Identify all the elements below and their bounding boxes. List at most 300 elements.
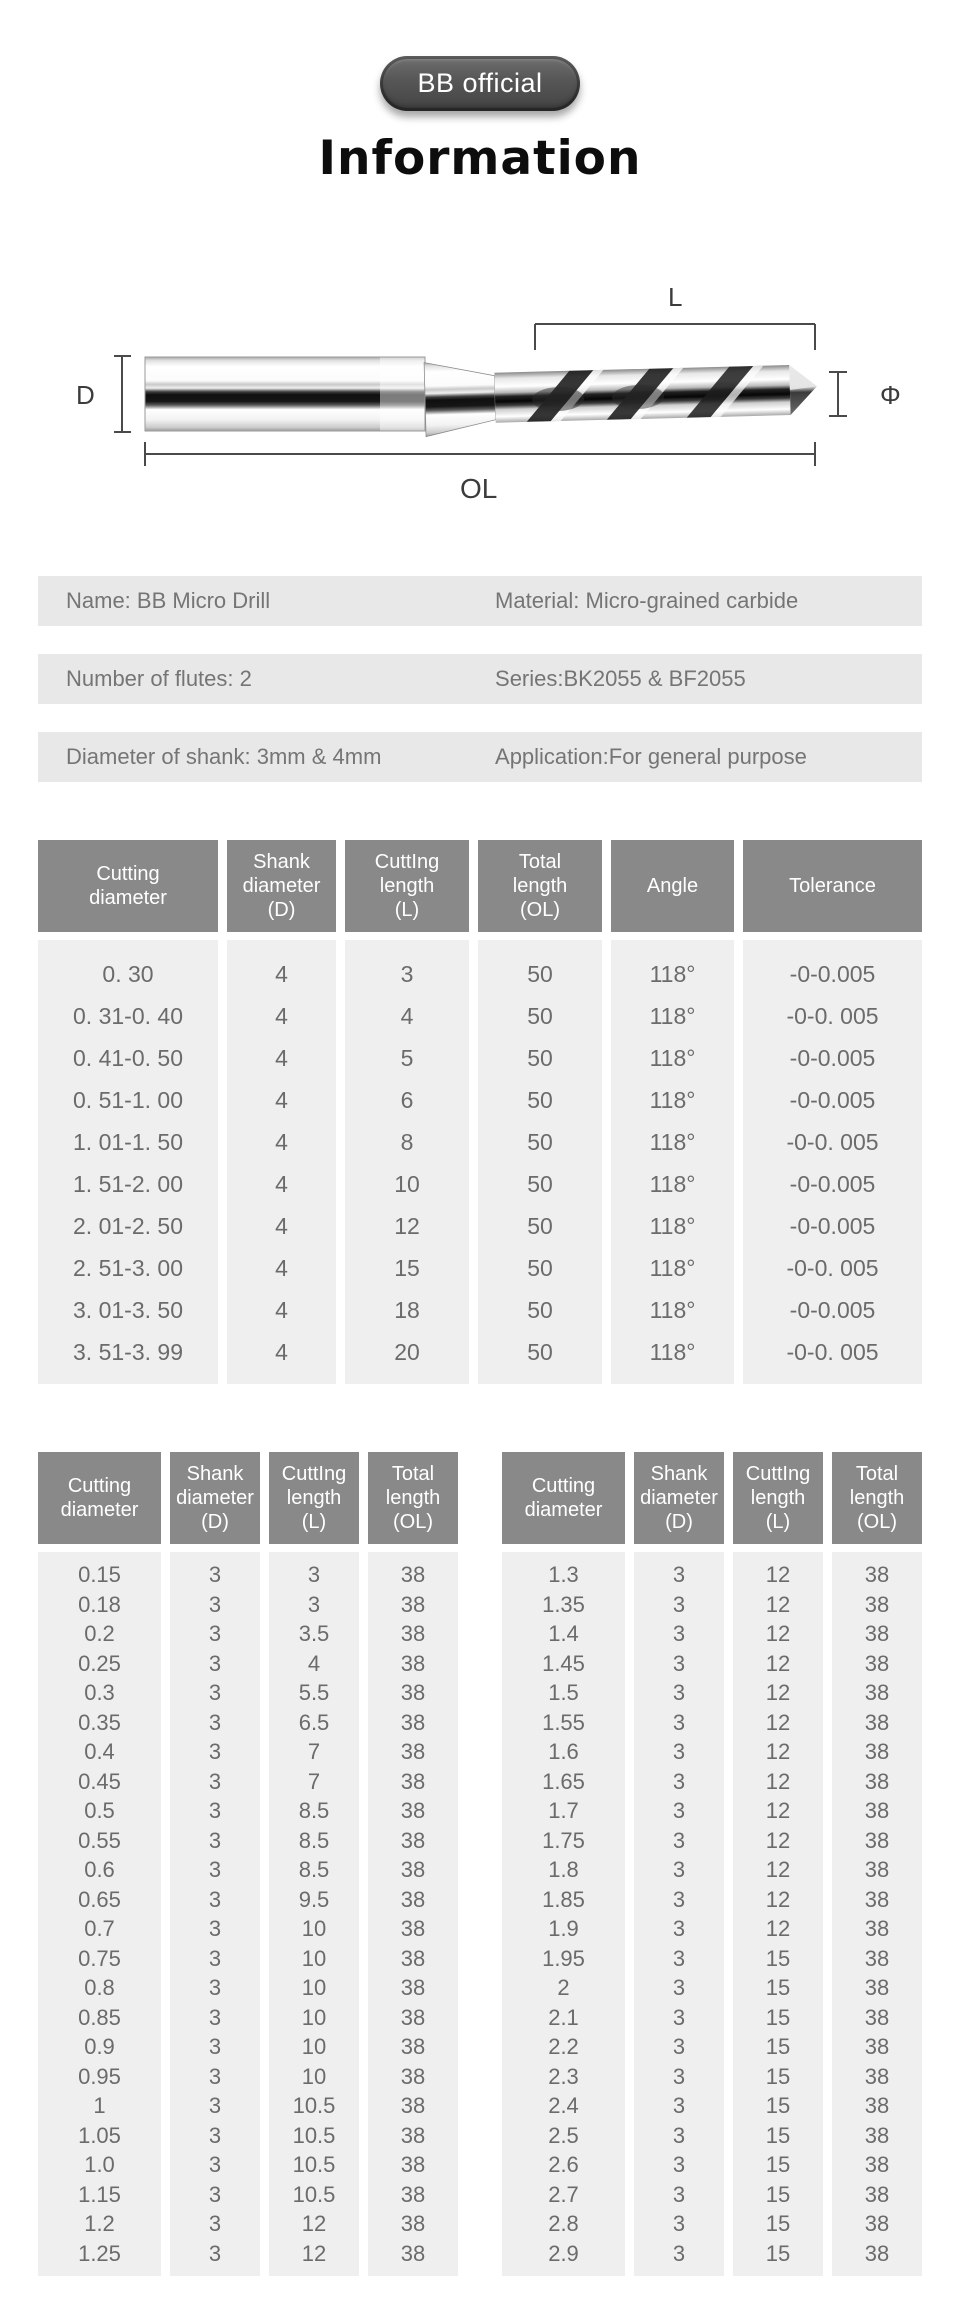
table-cell: 38 bbox=[864, 1562, 890, 1587]
table-cell: 38 bbox=[400, 2240, 426, 2266]
table-cell: 1.4 bbox=[548, 1621, 579, 1646]
dimension-label-phi: Φ bbox=[880, 380, 901, 410]
table-cell: 3 bbox=[208, 2181, 222, 2207]
table-cell: 3 bbox=[208, 2004, 222, 2030]
table-cell: 8.5 bbox=[298, 1857, 330, 1882]
table-column bbox=[634, 1452, 724, 2276]
table-cell: 12 bbox=[765, 1827, 791, 1853]
table-cell: 1.3 bbox=[548, 1562, 579, 1587]
column-body bbox=[227, 940, 336, 1384]
table-cell: 3 bbox=[672, 1591, 686, 1617]
table-cell: 4 bbox=[307, 1650, 321, 1676]
table-cell: 38 bbox=[864, 2122, 890, 2148]
info-shank-diameter: Diameter of shank: 3mm & 4mm bbox=[66, 744, 382, 769]
brand-badge: BB official bbox=[380, 56, 580, 111]
column-header: Cutting diameter bbox=[38, 1452, 161, 1544]
spec-table bbox=[38, 840, 922, 1384]
table-cell: 38 bbox=[400, 1827, 426, 1853]
table-cell: 4 bbox=[275, 1129, 288, 1155]
info-material: Material: Micro-grained carbide bbox=[495, 588, 799, 613]
table-cell: -0-0. 005 bbox=[786, 1255, 879, 1281]
table-cell: 3 bbox=[672, 1709, 686, 1735]
column-body bbox=[634, 1552, 724, 2276]
drill-diagram-svg bbox=[38, 264, 922, 514]
table-cell: 1.6 bbox=[548, 1739, 579, 1764]
table-cell: 38 bbox=[400, 1650, 426, 1676]
table-cell: 38 bbox=[864, 1621, 890, 1646]
table-cell: 3 bbox=[208, 1739, 222, 1764]
dimension-phi bbox=[829, 372, 847, 416]
table-cell: 9.5 bbox=[298, 1886, 330, 1912]
table-column bbox=[743, 840, 922, 1384]
table-cell: 12 bbox=[765, 1857, 791, 1882]
table-cell: 50 bbox=[527, 1045, 553, 1071]
column-header: Shank diameter (D) bbox=[170, 1452, 260, 1544]
table-column bbox=[733, 1452, 823, 2276]
table-cell: 38 bbox=[864, 2004, 890, 2030]
table-cell: 15 bbox=[765, 2181, 791, 2207]
table-cell: 3 bbox=[672, 1680, 686, 1705]
dimension-label-ol: OL bbox=[460, 473, 498, 504]
table-cell: 38 bbox=[400, 2034, 426, 2059]
table-cell: 2.6 bbox=[548, 2152, 579, 2177]
table-cell: 38 bbox=[864, 2240, 890, 2266]
table-cell: 38 bbox=[400, 2181, 426, 2207]
column-header: Total length (OL) bbox=[368, 1452, 458, 1544]
column-body bbox=[269, 1552, 359, 2276]
table-cell: 3 bbox=[208, 2240, 222, 2266]
table-cell: 50 bbox=[527, 1003, 553, 1029]
table-cell: 8.5 bbox=[298, 1827, 330, 1853]
table-cell: 12 bbox=[765, 1621, 791, 1646]
table-column bbox=[38, 1452, 161, 2276]
table-cell: 1.05 bbox=[78, 2122, 121, 2148]
column-body bbox=[38, 940, 218, 1384]
table-column bbox=[227, 840, 336, 1384]
table-cell: 50 bbox=[527, 1297, 553, 1323]
table-cell: 3 bbox=[208, 2063, 222, 2089]
table-cell: 1.0 bbox=[84, 2152, 115, 2177]
table-cell: 3 bbox=[672, 1562, 686, 1587]
table-cell: 3 bbox=[208, 2152, 222, 2177]
drill-shank bbox=[145, 357, 425, 431]
table-cell: 38 bbox=[864, 1591, 890, 1617]
table-cell: 3 bbox=[672, 2211, 686, 2236]
table-cell: 2.2 bbox=[548, 2034, 579, 2059]
table-cell: 118° bbox=[649, 961, 696, 987]
table-cell: 38 bbox=[400, 2004, 426, 2030]
table-cell: 3 bbox=[208, 1827, 222, 1853]
table-column bbox=[611, 840, 734, 1384]
table-cell: 0. 51-1. 00 bbox=[73, 1087, 183, 1113]
table-cell: 38 bbox=[864, 1709, 890, 1735]
table-cell: 2.4 bbox=[548, 2093, 579, 2118]
table-cell: 3 bbox=[208, 1945, 222, 1971]
table-cell: 0.15 bbox=[78, 1562, 121, 1587]
table-cell: 3 bbox=[672, 2004, 686, 2030]
table-cell: 12 bbox=[765, 1768, 791, 1794]
table-cell: 0.5 bbox=[84, 1798, 115, 1823]
table-column bbox=[478, 840, 602, 1384]
column-header: Total length (OL) bbox=[478, 840, 602, 932]
table-cell: 38 bbox=[400, 1975, 426, 2000]
table-cell: -0-0. 005 bbox=[786, 1339, 879, 1365]
table-cell: 3 bbox=[672, 2152, 686, 2177]
table-cell: 2.8 bbox=[548, 2211, 579, 2236]
table-cell: 38 bbox=[864, 2152, 890, 2177]
table-cell: 38 bbox=[864, 2181, 890, 2207]
table-cell: 5.5 bbox=[298, 1680, 330, 1705]
table-cell: 10 bbox=[301, 2034, 327, 2059]
table-cell: 7 bbox=[307, 1768, 321, 1794]
table-cell: 0.95 bbox=[78, 2063, 121, 2089]
table-cell: 0.3 bbox=[84, 1680, 115, 1705]
table-cell: 50 bbox=[527, 1213, 553, 1239]
table-cell: 3 bbox=[208, 1975, 222, 2000]
table-cell: 3 bbox=[400, 961, 414, 987]
table-cell: 3 bbox=[208, 1857, 222, 1882]
table-cell: 3 bbox=[672, 2063, 686, 2089]
table-cell: 38 bbox=[400, 2122, 426, 2148]
table-cell: 8.5 bbox=[298, 1798, 330, 1823]
column-body bbox=[368, 1552, 458, 2276]
column-header: CuttIng length (L) bbox=[733, 1452, 823, 1544]
table-cell: 38 bbox=[400, 1562, 426, 1587]
info-row-flutes-series bbox=[38, 654, 922, 704]
table-cell: 3 bbox=[672, 1857, 686, 1882]
table-cell: 4 bbox=[275, 1045, 288, 1071]
column-body bbox=[743, 940, 922, 1384]
page-title: Information bbox=[318, 131, 642, 186]
table-cell: 12 bbox=[765, 1886, 791, 1912]
table-cell: 1.55 bbox=[542, 1709, 585, 1735]
table-cell: 3.5 bbox=[298, 1621, 330, 1646]
table-cell: 38 bbox=[864, 2063, 890, 2089]
table-cell: 0. 31-0. 40 bbox=[73, 1003, 183, 1029]
info-row-name-material bbox=[38, 576, 922, 626]
table-cell: 4 bbox=[275, 1087, 288, 1113]
table-cell: 3 bbox=[672, 2034, 686, 2059]
drill-diagram bbox=[38, 264, 922, 514]
column-header: Shank diameter (D) bbox=[634, 1452, 724, 1544]
table-cell: 50 bbox=[527, 1129, 553, 1155]
table-cell: 38 bbox=[864, 1680, 890, 1705]
column-header: Cutting diameter bbox=[502, 1452, 625, 1544]
table-cell: 118° bbox=[649, 1297, 696, 1323]
table-cell: 3 bbox=[672, 1798, 686, 1823]
table-cell: 118° bbox=[649, 1045, 696, 1071]
table-cell: 2. 01-2. 50 bbox=[73, 1213, 183, 1239]
table-cell: 0. 41-0. 50 bbox=[73, 1045, 183, 1071]
table-cell: 4 bbox=[275, 961, 288, 987]
table-cell: 38 bbox=[864, 1975, 890, 2000]
table-cell: 38 bbox=[400, 1916, 426, 1941]
table-cell: -0-0.005 bbox=[789, 1045, 876, 1071]
table-cell: 15 bbox=[394, 1255, 420, 1281]
table-cell: 15 bbox=[765, 1975, 791, 2000]
table-cell: 1.15 bbox=[78, 2181, 121, 2207]
table-cell: 1.7 bbox=[548, 1798, 579, 1823]
table-cell: 15 bbox=[765, 2211, 791, 2236]
table-cell: 50 bbox=[527, 1087, 553, 1113]
table-cell: 118° bbox=[649, 1087, 696, 1113]
table-cell: 3 bbox=[672, 2240, 686, 2266]
table-cell: 38 bbox=[864, 1739, 890, 1764]
table-cell: 38 bbox=[400, 1709, 426, 1735]
table-cell: 50 bbox=[527, 961, 553, 987]
table-cell: 4 bbox=[275, 1171, 288, 1197]
table-column bbox=[502, 1452, 625, 2276]
table-cell: 1.25 bbox=[78, 2240, 121, 2266]
drill-flutes bbox=[424, 352, 818, 436]
table-cell: 15 bbox=[765, 2063, 791, 2089]
table-cell: 3 bbox=[672, 1739, 686, 1764]
table-cell: 0.75 bbox=[78, 1945, 121, 1971]
table-cell: 2.9 bbox=[548, 2240, 579, 2266]
table-cell: 3 bbox=[208, 2034, 222, 2059]
table-cell: 6.5 bbox=[298, 1709, 330, 1735]
table-cell: -0-0.005 bbox=[789, 1213, 876, 1239]
table-cell: 3 bbox=[208, 1798, 222, 1823]
table-column bbox=[269, 1452, 359, 2276]
table-cell: 38 bbox=[400, 1886, 426, 1912]
table-cell: 3 bbox=[672, 2181, 686, 2207]
size-tables bbox=[38, 1452, 922, 2276]
table-cell: 15 bbox=[765, 2093, 791, 2118]
table-cell: 12 bbox=[394, 1213, 420, 1239]
table-cell: 0.2 bbox=[84, 1621, 115, 1646]
table-cell: 12 bbox=[301, 2211, 327, 2236]
table-cell: 2.1 bbox=[548, 2004, 579, 2030]
table-cell: 10.5 bbox=[292, 2122, 336, 2148]
table-cell: 38 bbox=[864, 1798, 890, 1823]
table-cell: 0.6 bbox=[84, 1857, 115, 1882]
table-cell: 3 bbox=[672, 1945, 686, 1971]
table-cell: -0-0.005 bbox=[789, 961, 876, 987]
table-cell: 3 bbox=[208, 2093, 222, 2118]
table-cell: 3. 01-3. 50 bbox=[73, 1297, 183, 1323]
table-cell: 3 bbox=[208, 2122, 222, 2148]
table-cell: 12 bbox=[765, 1591, 791, 1617]
table-cell: 8 bbox=[400, 1129, 414, 1155]
dimension-d bbox=[114, 356, 131, 432]
table-cell: 10 bbox=[301, 1975, 327, 2000]
table-cell: 2.3 bbox=[548, 2063, 579, 2089]
table-cell: 1. 51-2. 00 bbox=[73, 1171, 183, 1197]
table-cell: 10 bbox=[301, 2004, 327, 2030]
table-cell: 5 bbox=[400, 1045, 414, 1071]
info-section bbox=[38, 576, 922, 782]
column-body bbox=[170, 1552, 260, 2276]
table-cell: 10.5 bbox=[292, 2152, 336, 2177]
table-cell: 4 bbox=[400, 1003, 414, 1029]
table-cell: 38 bbox=[400, 1591, 426, 1617]
badge-row bbox=[38, 0, 922, 111]
table-cell: 1.85 bbox=[542, 1886, 585, 1912]
column-header: Shank diameter (D) bbox=[227, 840, 336, 932]
table-cell: 1.8 bbox=[548, 1857, 579, 1882]
column-body bbox=[733, 1552, 823, 2276]
table-cell: 1.5 bbox=[548, 1680, 579, 1705]
table-cell: 3 bbox=[307, 1562, 321, 1587]
table-cell: 38 bbox=[864, 1827, 890, 1853]
table-cell: 38 bbox=[864, 2034, 890, 2059]
table-cell: 3 bbox=[672, 1621, 686, 1646]
info-application: Application:For general purpose bbox=[495, 744, 807, 769]
table-cell: 6 bbox=[400, 1087, 414, 1113]
dimension-l bbox=[535, 324, 815, 350]
table-cell: 118° bbox=[649, 1003, 696, 1029]
column-header: Cutting diameter bbox=[38, 840, 218, 932]
table-cell: 3. 51-3. 99 bbox=[73, 1339, 183, 1365]
table-column bbox=[38, 840, 218, 1384]
table-cell: 0. 30 bbox=[102, 961, 154, 987]
table-cell: 4 bbox=[275, 1297, 288, 1323]
table-cell: 0.25 bbox=[78, 1650, 121, 1676]
table-cell: 38 bbox=[400, 1739, 426, 1764]
table-cell: 3 bbox=[672, 1916, 686, 1941]
table-cell: 3 bbox=[672, 1768, 686, 1794]
table-cell: 38 bbox=[864, 1768, 890, 1794]
table-cell: 38 bbox=[864, 1650, 890, 1676]
table-cell: 1.65 bbox=[542, 1768, 585, 1794]
table-cell: 0.65 bbox=[78, 1886, 121, 1912]
column-body bbox=[478, 940, 602, 1384]
table-cell: 3 bbox=[672, 1975, 686, 2000]
size-table-right bbox=[502, 1452, 922, 2276]
table-cell: 1.35 bbox=[542, 1591, 585, 1617]
table-cell: 4 bbox=[275, 1255, 288, 1281]
table-cell: 50 bbox=[527, 1339, 553, 1365]
table-cell: 38 bbox=[864, 2093, 890, 2118]
table-cell: 0.18 bbox=[78, 1591, 121, 1617]
table-cell: 38 bbox=[864, 1857, 890, 1882]
table-cell: 4 bbox=[275, 1003, 288, 1029]
table-cell: 3 bbox=[672, 2122, 686, 2148]
table-column bbox=[170, 1452, 260, 2276]
table-cell: 10 bbox=[301, 2063, 327, 2089]
table-cell: 2. 51-3. 00 bbox=[73, 1255, 183, 1281]
table-cell: 118° bbox=[649, 1171, 696, 1197]
table-cell: 2 bbox=[557, 1975, 570, 2000]
table-cell: 10.5 bbox=[292, 2181, 336, 2207]
table-cell: -0-0.005 bbox=[789, 1297, 876, 1323]
table-cell: 0.35 bbox=[78, 1709, 121, 1735]
table-cell: 1.75 bbox=[542, 1827, 585, 1853]
table-cell: 38 bbox=[400, 1857, 426, 1882]
table-cell: 3 bbox=[208, 1621, 222, 1646]
column-body bbox=[345, 940, 469, 1384]
column-body bbox=[502, 1552, 625, 2276]
table-cell: 15 bbox=[765, 2122, 791, 2148]
table-cell: 38 bbox=[400, 2211, 426, 2236]
table-cell: 7 bbox=[307, 1739, 321, 1764]
column-body bbox=[38, 1552, 161, 2276]
table-cell: -0-0.005 bbox=[789, 1087, 876, 1113]
table-cell: 3 bbox=[208, 1562, 222, 1587]
table-cell: 1.9 bbox=[548, 1916, 579, 1941]
info-row-shank-application bbox=[38, 732, 922, 782]
table-cell: 38 bbox=[864, 2211, 890, 2236]
info-series: Series:BK2055 & BF2055 bbox=[495, 666, 746, 691]
column-header: Angle bbox=[611, 840, 734, 932]
column-header: Tolerance bbox=[743, 840, 922, 932]
table-cell: 20 bbox=[394, 1339, 420, 1365]
table-cell: 38 bbox=[864, 1886, 890, 1912]
table-cell: 38 bbox=[400, 1798, 426, 1823]
column-body bbox=[611, 940, 734, 1384]
table-cell: 0.4 bbox=[84, 1739, 115, 1764]
table-cell: 118° bbox=[649, 1339, 696, 1365]
table-cell: 0.8 bbox=[84, 1975, 115, 2000]
table-cell: 3 bbox=[672, 1650, 686, 1676]
table-cell: 1 bbox=[93, 2093, 106, 2118]
table-cell: 10 bbox=[394, 1171, 420, 1197]
info-flutes: Number of flutes: 2 bbox=[66, 666, 252, 691]
table-cell: 15 bbox=[765, 1945, 791, 1971]
dimension-label-d: D bbox=[76, 380, 95, 410]
table-cell: -0-0. 005 bbox=[786, 1129, 879, 1155]
table-column bbox=[345, 840, 469, 1384]
table-cell: 50 bbox=[527, 1255, 553, 1281]
dimension-ol bbox=[145, 442, 815, 466]
table-cell: 10 bbox=[301, 1916, 327, 1941]
table-cell: 3 bbox=[208, 1709, 222, 1735]
table-cell: 12 bbox=[765, 1709, 791, 1735]
table-cell: 10 bbox=[301, 1945, 327, 1971]
table-cell: 3 bbox=[208, 1680, 222, 1705]
table-cell: 0.9 bbox=[84, 2034, 115, 2059]
table-cell: 12 bbox=[765, 1916, 791, 1941]
table-cell: 10.5 bbox=[292, 2093, 336, 2118]
table-cell: 12 bbox=[301, 2240, 327, 2266]
table-cell: 38 bbox=[864, 1916, 890, 1941]
table-cell: 18 bbox=[394, 1297, 420, 1323]
table-cell: 3 bbox=[672, 1827, 686, 1853]
table-cell: 12 bbox=[765, 1798, 791, 1823]
table-cell: 12 bbox=[765, 1739, 791, 1764]
table-cell: 12 bbox=[765, 1650, 791, 1676]
table-cell: 118° bbox=[649, 1129, 696, 1155]
table-cell: 38 bbox=[400, 2093, 426, 2118]
table-cell: 38 bbox=[400, 1768, 426, 1794]
info-name: Name: BB Micro Drill bbox=[66, 588, 271, 613]
table-cell: 0.85 bbox=[78, 2004, 121, 2030]
size-table-left bbox=[38, 1452, 458, 2276]
table-cell: 4 bbox=[275, 1213, 288, 1239]
table-cell: 1. 01-1. 50 bbox=[73, 1129, 183, 1155]
column-header: CuttIng length (L) bbox=[269, 1452, 359, 1544]
table-cell: 1.95 bbox=[542, 1945, 585, 1971]
table-cell: 0.7 bbox=[84, 1916, 115, 1941]
table-cell: 1.45 bbox=[542, 1650, 585, 1676]
table-cell: -0-0.005 bbox=[789, 1171, 876, 1197]
column-header: CuttIng length (L) bbox=[345, 840, 469, 932]
table-cell: 0.45 bbox=[78, 1768, 121, 1794]
table-cell: 12 bbox=[765, 1680, 791, 1705]
table-cell: 38 bbox=[400, 1945, 426, 1971]
table-cell: 38 bbox=[400, 2152, 426, 2177]
table-cell: 50 bbox=[527, 1171, 553, 1197]
table-cell: 3 bbox=[208, 1916, 222, 1941]
table-cell: 2.5 bbox=[548, 2122, 579, 2148]
table-cell: 15 bbox=[765, 2152, 791, 2177]
dimension-label-l: L bbox=[668, 282, 683, 312]
table-column bbox=[368, 1452, 458, 2276]
table-cell: 3 bbox=[672, 2093, 686, 2118]
column-header: Total length (OL) bbox=[832, 1452, 922, 1544]
table-cell: 15 bbox=[765, 2034, 791, 2059]
